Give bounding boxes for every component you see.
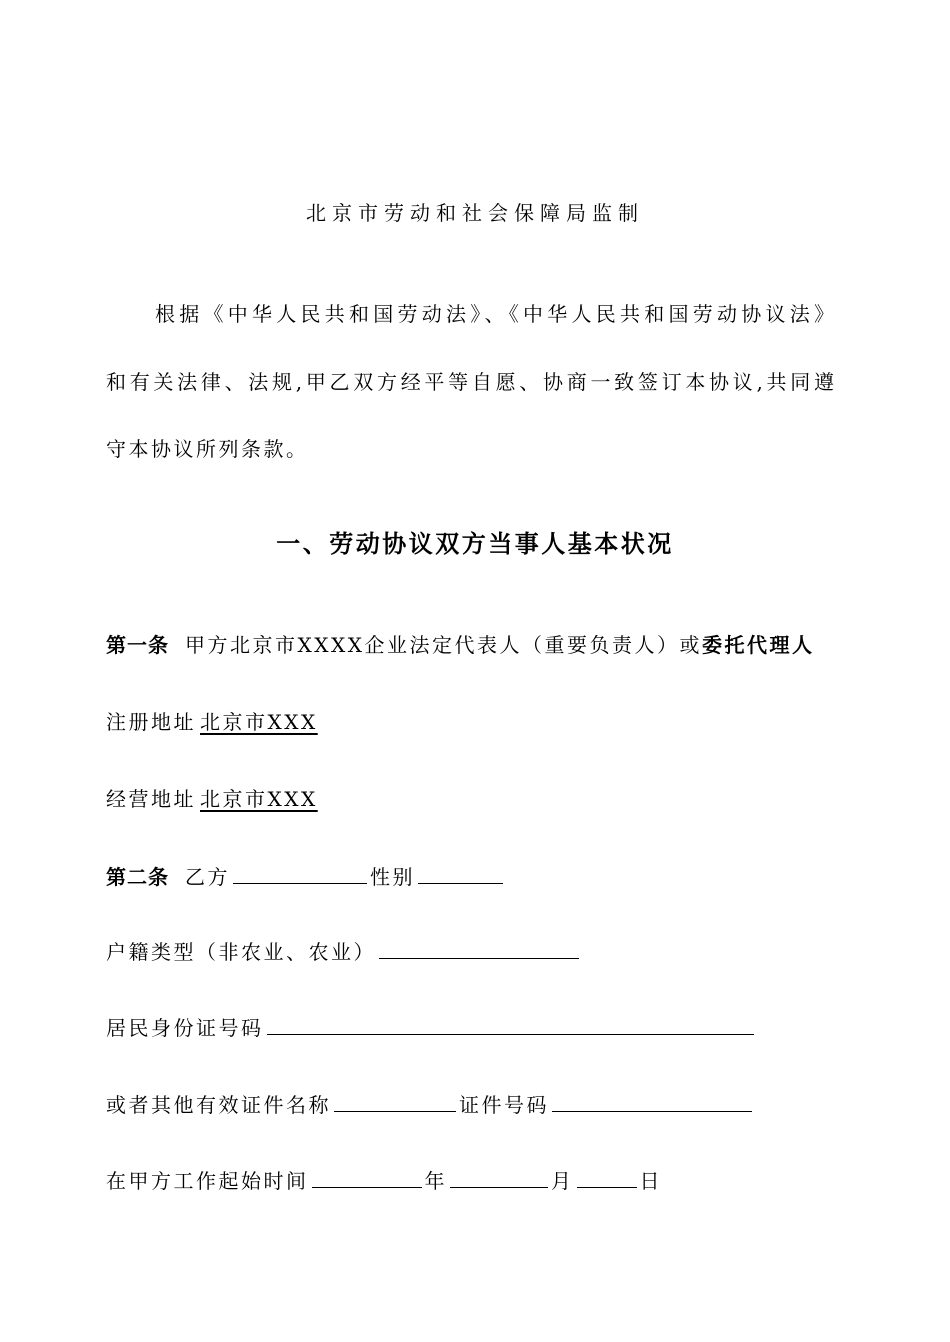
intro-paragraph-line-1: 根据《中华人民共和国劳动法》、《中华人民共和国劳动协议法》: [155, 302, 835, 326]
id-number-label: 居民身份证号码: [106, 1016, 264, 1040]
other-id-name-label: 或者其他有效证件名称: [106, 1093, 331, 1117]
article-1-line: [106, 631, 814, 659]
article-2-line: [106, 863, 506, 891]
registered-address-label: 注册地址: [106, 710, 196, 734]
registered-address-value: 北京市XXX: [200, 710, 318, 734]
section-heading: 一、劳动协议双方当事人基本状况: [276, 530, 674, 558]
article-1-label: 第一条: [106, 633, 169, 657]
month-label: 月: [551, 1169, 574, 1193]
id-number-line: [106, 1014, 757, 1042]
other-id-line: [106, 1091, 755, 1119]
id-number-blank: [267, 1014, 754, 1035]
other-id-number-label: 证件号码: [459, 1093, 549, 1117]
article-1-text-bold: 委托代理人: [701, 633, 815, 657]
intro-paragraph-line-2: 和有关法律、法规,甲乙双方经平等自愿、协商一致签订本协议,共同遵: [106, 370, 835, 394]
business-address-line: [106, 785, 318, 813]
start-date-line: [106, 1167, 662, 1195]
start-month-blank: [450, 1167, 548, 1188]
start-year-blank: [312, 1167, 422, 1188]
document-header-title: 北京市劳动和社会保障局监制: [306, 201, 644, 225]
household-type-label: 户籍类型（非农业、农业）: [106, 940, 376, 964]
business-address-label: 经营地址: [106, 787, 196, 811]
start-day-blank: [577, 1167, 637, 1188]
gender-blank: [418, 863, 503, 884]
other-id-number-blank: [552, 1091, 752, 1112]
day-label: 日: [639, 1169, 662, 1193]
party-b-name-blank: [233, 863, 367, 884]
party-b-label: 乙方: [185, 865, 230, 889]
other-id-name-blank: [334, 1091, 456, 1112]
household-type-blank: [379, 938, 579, 959]
intro-paragraph-line-3: 守本协议所列条款。: [106, 437, 309, 461]
business-address-value: 北京市XXX: [200, 787, 318, 811]
registered-address-line: [106, 708, 318, 736]
year-label: 年: [424, 1169, 447, 1193]
household-type-line: [106, 938, 582, 966]
article-2-label: 第二条: [106, 865, 169, 889]
gender-label: 性别: [370, 865, 415, 889]
article-1-text: 甲方北京市XXXX企业法定代表人（重要负责人）或: [185, 633, 702, 657]
start-date-label: 在甲方工作起始时间: [106, 1169, 309, 1193]
